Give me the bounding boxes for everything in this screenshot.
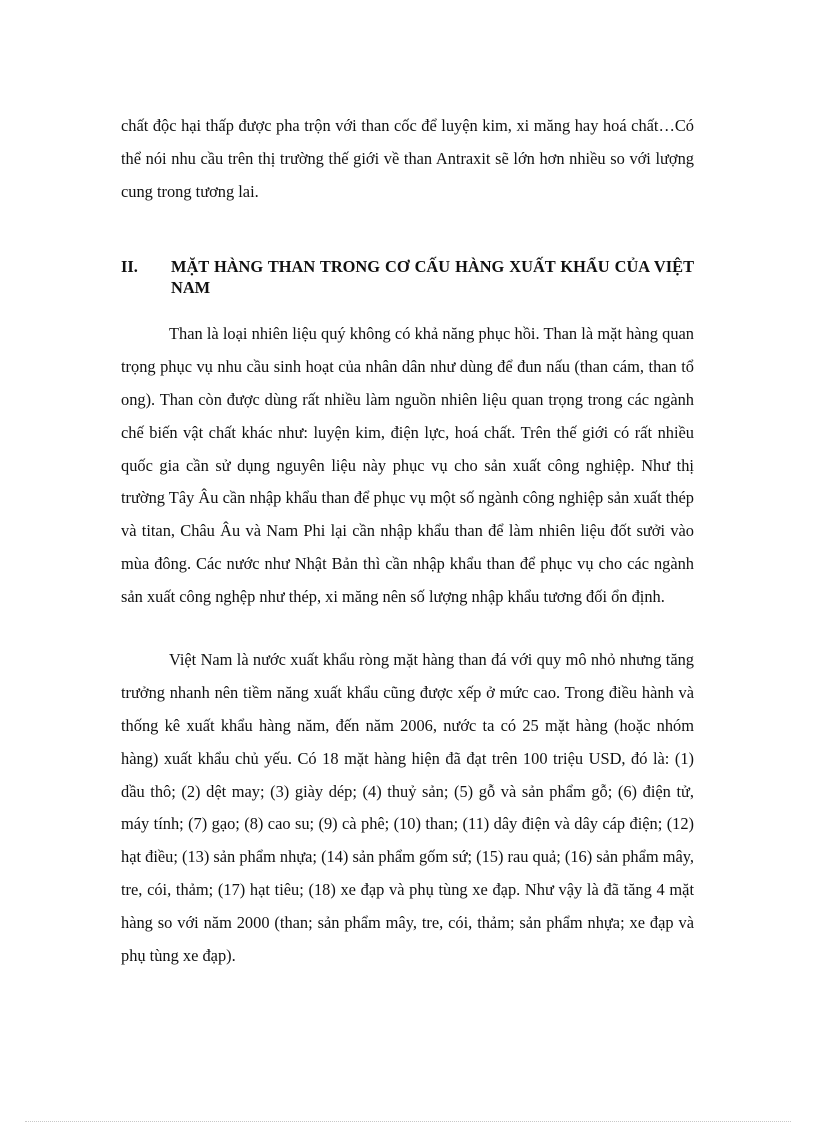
section-heading <box>121 256 694 298</box>
section-title: MẶT HÀNG THAN TRONG CƠ CẤU HÀNG XUẤT KHẨU CỦA VIỆT NAM <box>171 257 694 297</box>
body-paragraph-coal-importance: Than là loại nhiên liệu quý không có khả năng phục hồi. Than là mặt hàng quan trọng phục vụ nhu cầu sinh hoạt của nhân dân như dùng để đun nấu (than cám, than tổ ong). Than còn được dùng rất nhiều làm nguồn nhiên liệu quan trọng trong các ngành chế biến vật chất khác như: luyện kim, điện lực, hoá chất. Trên thế giới có rất nhiều quốc gia cần sử dụng nguyên liệu này phục vụ cho sản xuất công nghiệp. Như thị trường Tây Âu cần nhập khẩu than để phục vụ một số ngành công nghiệp sản xuất thép và titan, Châu Âu và Nam Phi lại cần nhập khẩu than để làm nhiên liệu đốt sưởi vào mùa đông. Các nước như Nhật Bản thì cần nhập khẩu than để phục vụ cho các ngành sản xuất công nghệp như thép, xi măng nên số lượng nhập khẩu tương đối ổn định. <box>121 324 694 606</box>
body-paragraph-vietnam-exports: Việt Nam là nước xuất khẩu ròng mặt hàng than đá với quy mô nhỏ nhưng tăng trưởng nhanh nên tiềm năng xuất khẩu cũng được xếp ở mức cao. Trong điều hành và thống kê xuất khẩu hàng năm, đến năm 2006, nước ta có 25 mặt hàng (hoặc nhóm hàng) xuất khẩu chủ yếu. Có 18 mặt hàng hiện đã đạt trên 100 triệu USD, đó là: (1) dầu thô; (2) dệt may; (3) giày dép; (4) thuỷ sản; (5) gỗ và sản phẩm gỗ; (6) điện tử, máy tính; (7) gạo; (8) cao su; (9) cà phê; (10) than; (11) dây điện và dây cáp điện; (12) hạt điều; (13) sản phẩm nhựa; (14) sản phẩm gốm sứ; (15) rau quả; (16) sản phẩm mây, tre, cói, thảm; (17) hạt tiêu; (18) xe đạp và phụ tùng xe đạp. Như vậy là đã tăng 4 mặt hàng so với năm 2000 (than; sản phẩm mây, tre, cói, thảm; sản phẩm nhựa; xe đạp và phụ tùng xe đạp). <box>121 650 694 965</box>
section-number: II. <box>121 257 138 276</box>
page-bottom-divider <box>25 1121 791 1122</box>
intro-paragraph: chất độc hại thấp được pha trộn với than cốc để luyện kim, xi măng hay hoá chất…Có thể nói nhu cầu trên thị trường thế giới về than Antraxit sẽ lớn hơn nhiều so với lượng cung trong tương lai. <box>121 116 694 201</box>
